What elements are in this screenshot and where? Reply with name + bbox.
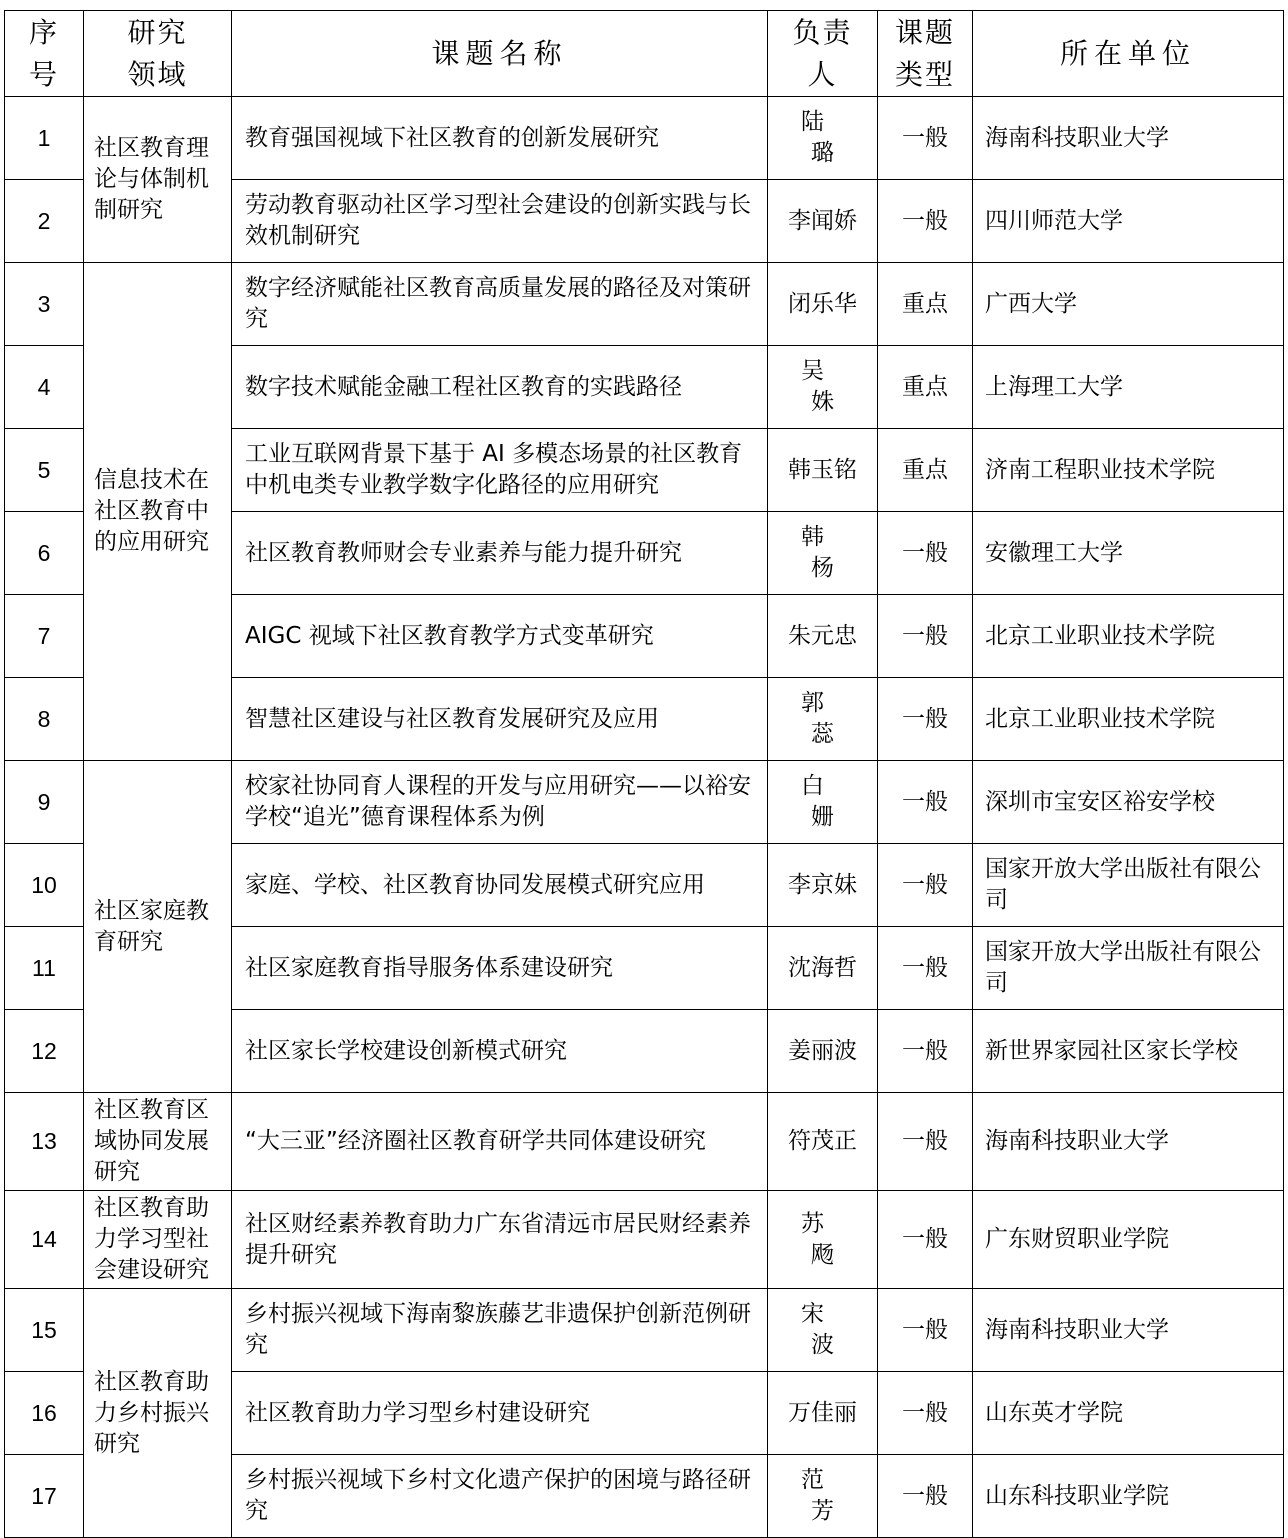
row-number: 16 (5, 1372, 84, 1455)
principal-investigator-name: 范 芳 (801, 1467, 854, 1524)
research-field: 社区教育助力学习型社会建设研究 (84, 1191, 232, 1289)
research-field: 信息技术在社区教育中的应用研究 (84, 263, 232, 761)
principal-investigator-name: 韩 杨 (801, 524, 854, 581)
principal-investigator (768, 1289, 878, 1372)
row-number: 13 (5, 1093, 84, 1191)
research-field: 社区家庭教育研究 (84, 761, 232, 1093)
row-number: 5 (5, 429, 84, 512)
principal-investigator (768, 844, 878, 927)
project-type: 一般 (878, 97, 973, 180)
row-number: 6 (5, 512, 84, 595)
project-title: 校家社协同育人课程的开发与应用研究——以裕安学校“追光”德育课程体系为例 (232, 761, 768, 844)
institution: 深圳市宝安区裕安学校 (973, 761, 1284, 844)
principal-investigator-name: 符茂正 (788, 1128, 857, 1154)
project-title: 乡村振兴视域下乡村文化遗产保护的困境与路径研究 (232, 1455, 768, 1538)
principal-investigator (768, 1010, 878, 1093)
principal-investigator-name: 苏 飏 (801, 1210, 854, 1268)
principal-investigator-name: 吴 姝 (801, 358, 854, 415)
principal-investigator (768, 678, 878, 761)
project-title: 社区财经素养教育助力广东省清远市居民财经素养提升研究 (232, 1191, 768, 1289)
table-row (5, 1191, 1284, 1289)
header-type: 课题 类型 (878, 11, 973, 97)
principal-investigator-name: 沈海哲 (788, 954, 857, 981)
institution: 广西大学 (973, 263, 1284, 346)
institution: 四川师范大学 (973, 180, 1284, 263)
principal-investigator-name: 万佳丽 (788, 1399, 857, 1426)
project-type: 一般 (878, 180, 973, 263)
row-number: 7 (5, 595, 84, 678)
project-title: 社区教育教师财会专业素养与能力提升研究 (232, 512, 768, 595)
research-field: 社区教育区域协同发展研究 (84, 1093, 232, 1191)
principal-investigator-name: 闭乐华 (788, 290, 857, 317)
project-title: 数字技术赋能金融工程社区教育的实践路径 (232, 346, 768, 429)
header-field: 研究 领域 (84, 11, 232, 97)
principal-investigator (768, 927, 878, 1010)
institution: 国家开放大学出版社有限公司 (973, 927, 1284, 1010)
principal-investigator (768, 429, 878, 512)
table-body (5, 97, 1284, 1538)
table-header (5, 11, 1284, 97)
project-type: 一般 (878, 1010, 973, 1093)
principal-investigator-name: 白 姗 (801, 773, 854, 830)
project-type: 一般 (878, 1455, 973, 1538)
principal-investigator (768, 1093, 878, 1191)
research-field: 社区教育助力乡村振兴研究 (84, 1289, 232, 1538)
project-table (4, 10, 1284, 1538)
institution: 上海理工大学 (973, 346, 1284, 429)
project-title: 社区家长学校建设创新模式研究 (232, 1010, 768, 1093)
project-type: 一般 (878, 595, 973, 678)
principal-investigator (768, 180, 878, 263)
principal-investigator (768, 1455, 878, 1538)
research-field: 社区教育理论与体制机制研究 (84, 97, 232, 263)
principal-investigator (768, 346, 878, 429)
institution: 山东英才学院 (973, 1372, 1284, 1455)
principal-investigator (768, 595, 878, 678)
project-type: 一般 (878, 927, 973, 1010)
principal-investigator-name: 姜丽波 (788, 1037, 857, 1064)
institution: 新世界家园社区家长学校 (973, 1010, 1284, 1093)
row-number: 14 (5, 1191, 84, 1289)
table-row (5, 1093, 1284, 1191)
row-number: 3 (5, 263, 84, 346)
project-title: 社区家庭教育指导服务体系建设研究 (232, 927, 768, 1010)
project-type: 一般 (878, 761, 973, 844)
row-number: 2 (5, 180, 84, 263)
institution: 海南科技职业大学 (973, 1093, 1284, 1191)
project-title: 家庭、学校、社区教育协同发展模式研究应用 (232, 844, 768, 927)
row-number: 4 (5, 346, 84, 429)
row-number: 10 (5, 844, 84, 927)
project-type: 一般 (878, 512, 973, 595)
table-row (5, 1289, 1284, 1372)
principal-investigator-name: 郭 蕊 (801, 690, 854, 747)
principal-investigator-name: 韩玉铭 (788, 456, 857, 483)
principal-investigator-name: 宋 波 (801, 1301, 854, 1358)
project-type: 一般 (878, 844, 973, 927)
row-number: 1 (5, 97, 84, 180)
institution: 北京工业职业技术学院 (973, 595, 1284, 678)
institution: 北京工业职业技术学院 (973, 678, 1284, 761)
principal-investigator (768, 761, 878, 844)
institution: 安徽理工大学 (973, 512, 1284, 595)
project-title: 社区教育助力学习型乡村建设研究 (232, 1372, 768, 1455)
table-row (5, 263, 1284, 346)
project-title: 劳动教育驱动社区学习型社会建设的创新实践与长效机制研究 (232, 180, 768, 263)
header-no: 序 号 (5, 11, 84, 97)
principal-investigator-name: 李闻娇 (788, 207, 857, 234)
row-number: 11 (5, 927, 84, 1010)
project-title: AIGC 视域下社区教育教学方式变革研究 (232, 595, 768, 678)
table-row (5, 97, 1284, 180)
principal-investigator (768, 263, 878, 346)
institution: 国家开放大学出版社有限公司 (973, 844, 1284, 927)
institution: 山东科技职业学院 (973, 1455, 1284, 1538)
project-title: 乡村振兴视域下海南黎族藤艺非遗保护创新范例研究 (232, 1289, 768, 1372)
institution: 海南科技职业大学 (973, 1289, 1284, 1372)
project-title: “大三亚”经济圈社区教育研学共同体建设研究 (232, 1093, 768, 1191)
project-title: 智慧社区建设与社区教育发展研究及应用 (232, 678, 768, 761)
project-type: 一般 (878, 1191, 973, 1289)
project-type: 一般 (878, 1372, 973, 1455)
project-title: 数字经济赋能社区教育高质量发展的路径及对策研究 (232, 263, 768, 346)
principal-investigator-name: 陆 璐 (801, 109, 854, 166)
principal-investigator (768, 1191, 878, 1289)
table-row (5, 761, 1284, 844)
institution: 济南工程职业技术学院 (973, 429, 1284, 512)
project-type: 一般 (878, 678, 973, 761)
project-title: 教育强国视域下社区教育的创新发展研究 (232, 97, 768, 180)
principal-investigator (768, 512, 878, 595)
institution: 海南科技职业大学 (973, 97, 1284, 180)
principal-investigator-name: 朱元忠 (788, 622, 857, 649)
header-person: 负责 人 (768, 11, 878, 97)
principal-investigator (768, 1372, 878, 1455)
row-number: 9 (5, 761, 84, 844)
row-number: 8 (5, 678, 84, 761)
project-type: 重点 (878, 346, 973, 429)
project-type: 一般 (878, 1093, 973, 1191)
project-type: 一般 (878, 1289, 973, 1372)
header-title: 课题名称 (232, 11, 768, 97)
project-title: 工业互联网背景下基于 AI 多模态场景的社区教育中机电类专业教学数字化路径的应用研究 (232, 429, 768, 512)
principal-investigator (768, 97, 878, 180)
project-type: 重点 (878, 429, 973, 512)
principal-investigator-name: 李京妹 (788, 871, 857, 898)
header-unit: 所在单位 (973, 11, 1284, 97)
row-number: 17 (5, 1455, 84, 1538)
project-type: 重点 (878, 263, 973, 346)
row-number: 15 (5, 1289, 84, 1372)
row-number: 12 (5, 1010, 84, 1093)
institution: 广东财贸职业学院 (973, 1191, 1284, 1289)
